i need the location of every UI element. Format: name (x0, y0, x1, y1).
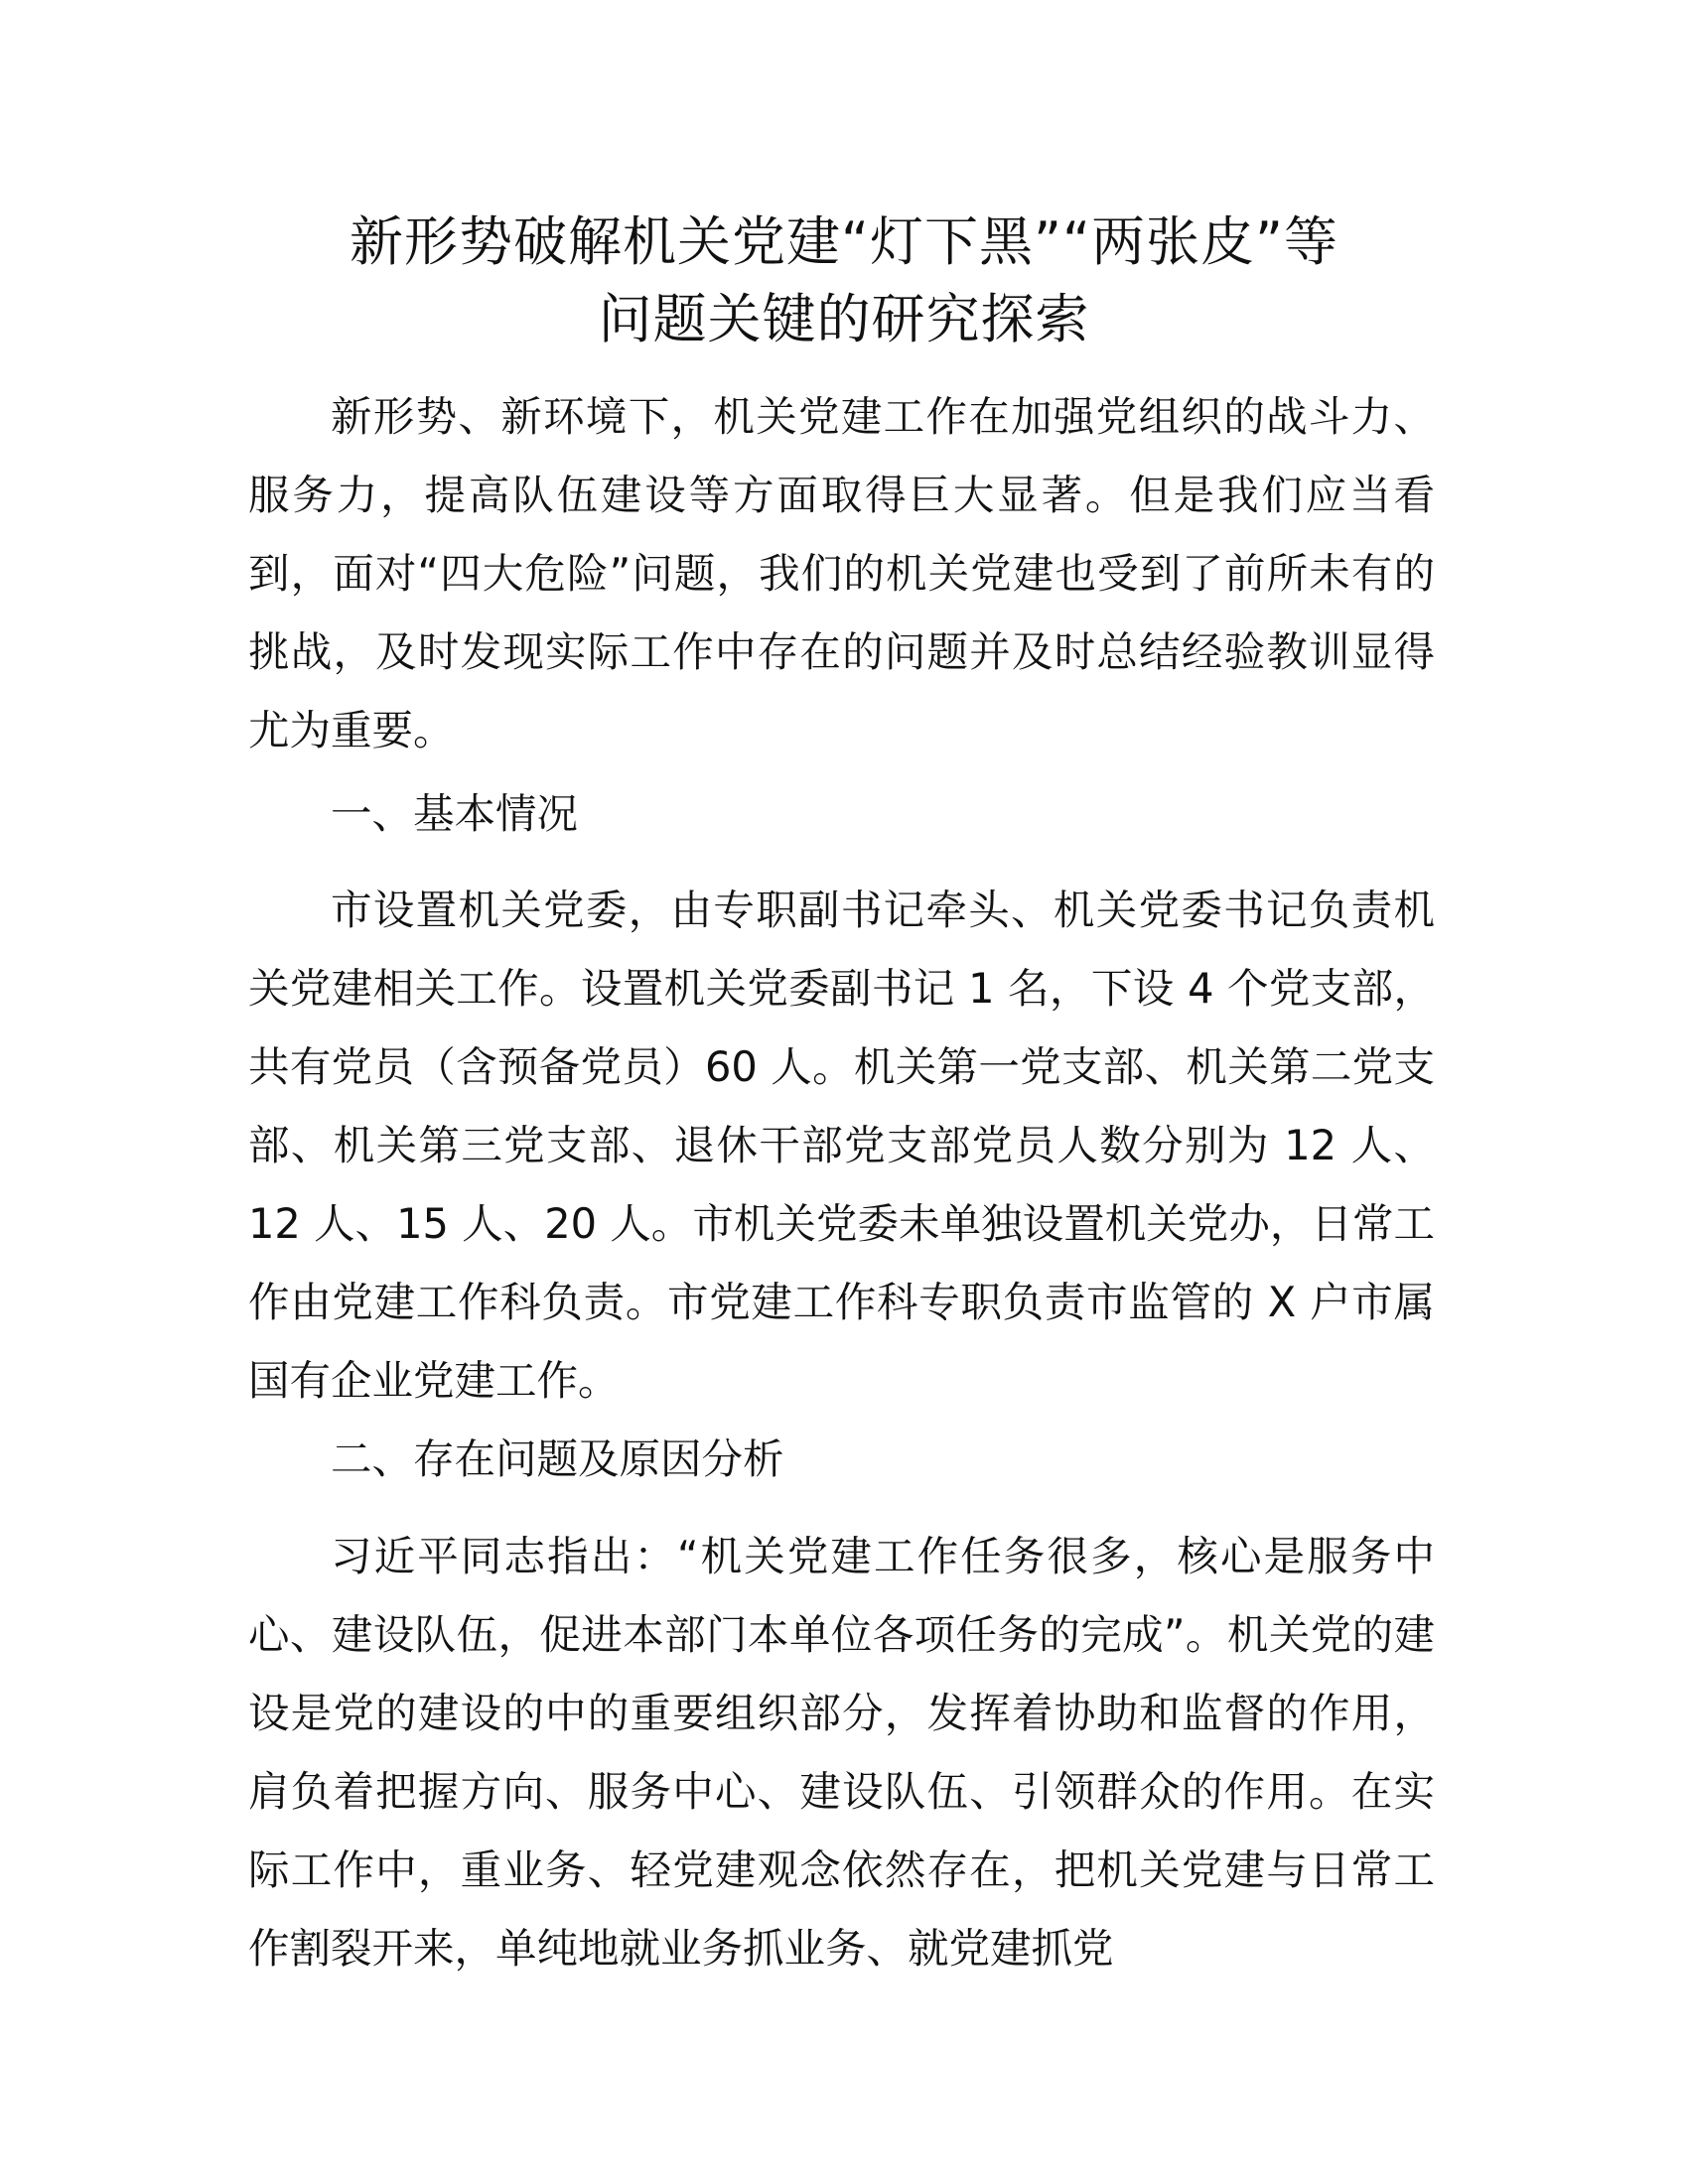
document-title (228, 204, 1460, 358)
section-1-heading: 一、基本情况 (331, 789, 579, 838)
section-2-paragraph: 习近平同志指出：“机关党建工作任务很多，核心是服务中心、建设队伍，促进本部门本单位各项任务的完成”。机关党的建设是党的建设的中的重要组织部分，发挥着协助和监督的作用，肩负着把握方向、服务中心、建设队伍、引领群众的作用。在实际工作中，重业务、轻党建观念依然存在，把机关党建与日常工作割裂开来，单纯地就业务抓业务、就党建抓党 (248, 1532, 1435, 1973)
section-1-paragraph: 市设置机关党委，由专职副书记牵头、机关党委书记负责机关党建相关工作。设置机关党委副书记 1 名，下设 4 个党支部，共有党员（含预备党员）60 人。机关第一党支部、机关第二党支部、机关第三党支部、退休干部党支部党员人数分别为 12 人、12 人、15 人、20 人。市机关党委未单独设置机关党办，日常工作由党建工作科负责。市党建工作科专职负责市监管的 X 户市属国有企业党建工作。 (248, 886, 1435, 1405)
intro-paragraph: 新形势、新环境下，机关党建工作在加强党组织的战斗力、服务力，提高队伍建设等方面取得巨大显著。但是我们应当看到，面对“四大危险”问题，我们的机关党建也受到了前所未有的挑战，及时发现实际工作中存在的问题并及时总结经验教训显得尤为重要。 (248, 392, 1435, 754)
title-line-2: 问题关键的研究探索 (598, 288, 1090, 350)
section-2-heading: 二、存在问题及原因分析 (331, 1434, 784, 1483)
title-line-1: 新形势破解机关党建“灯下黑”“两张皮”等 (350, 210, 1338, 273)
